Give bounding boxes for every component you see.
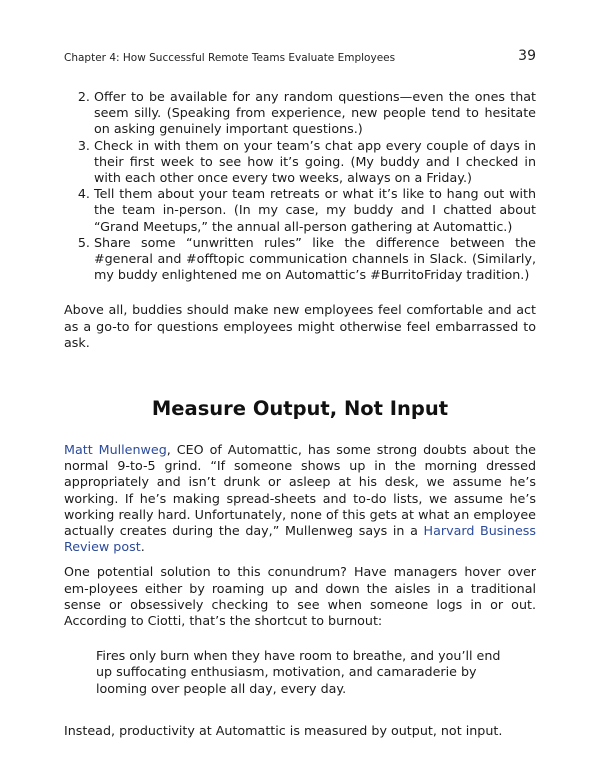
paragraph-matt-text-2: . (140, 539, 145, 555)
list-item: 2. Offer to be available for any random questions—even the ones that seem silly. (Speaking from experience, new people tend to hesitate on asking genuinely important questions.) (94, 89, 536, 138)
section-heading: Measure Output, Not Input (151, 397, 449, 421)
hbr-post-link[interactable]: Harvard Business Review post (64, 523, 536, 555)
running-head: Chapter 4: How Successful Remote Teams Evaluate Employees (64, 52, 396, 64)
paragraph-solution: One potential solution to this conundrum? Have managers hover over em-ployees either by roaming up and down the aisles in a traditional sense or obsessively checking to see when someone logs in or out. According to Ciotti, that’s the shortcut to burnout: (64, 564, 536, 629)
paragraph-final: Instead, productivity at Automattic is measured by output, not input. (64, 722, 503, 738)
ciotti-quote: Fires only burn when they have room to breathe, and you’ll end up suffocating enthusiasm, motivation, and camaraderie by looming over people all day, every day. (96, 648, 501, 696)
page-number: 39 (518, 48, 536, 64)
list-item: 4. Tell them about your team retreats or what it’s like to hang out with the team in-person. (In my case, my buddy and I chatted about “Grand Meetups,” the annual all-person gathering at Automattic.) (94, 186, 536, 235)
list-item: 5. Share some “unwritten rules” like the difference between the #general and #offtopic communication channels in Slack. (Similarly, my buddy enlightened me on Automattic’s #BurritoFriday tradition.) (94, 235, 536, 284)
matt-mullenweg-link[interactable]: Matt Mullenweg (64, 442, 167, 458)
page-body (64, 89, 536, 739)
buddy-tips-list (64, 89, 536, 283)
paragraph-buddies: Above all, buddies should make new employees feel comfortable and act as a go-to for questions employees might otherwise feel embarrassed to ask. (64, 302, 536, 350)
paragraph-matt-text-1: , CEO of Automattic, has some strong doubts about the normal 9-to-5 grind. “If someone shows up in the morning dressed appropriately and isn’t drunk or asleep at his desk, we assume he’s working. If he’s making spread-sheets and to-do lists, we assume he’s working really hard. Unfortunately, none of this gets at what an employee actually creates during the day,” Mullenweg says in a (64, 442, 536, 539)
list-item: 3. Check in with them on your team’s chat app every couple of days in their first week to see how it’s going. (My buddy and I checked in with each other once every two weeks, always on a Friday.) (94, 138, 536, 187)
paragraph-matt (64, 442, 536, 555)
